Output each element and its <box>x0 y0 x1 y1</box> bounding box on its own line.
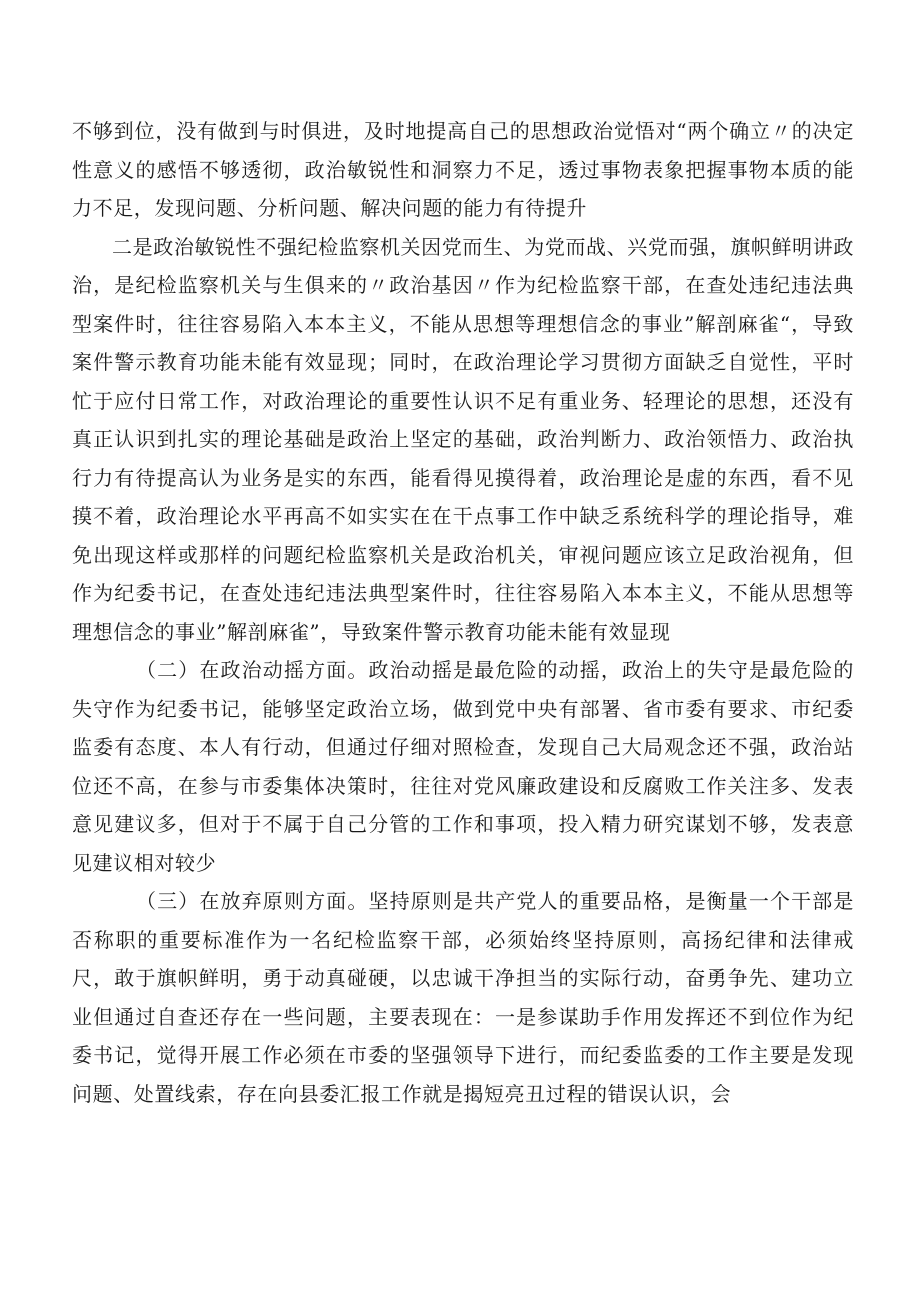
paragraph-political-wavering: （二）在政治动摇方面。政治动摇是最危险的动摇，政治上的失守是最危险的失守作为纪委书记，能够坚定政治立场，做到党中央有部署、省市委有要求、市纪委监委有态度、本人有行动，但通过仔细对照检查，发现自己大局观念还不强，政治站位还不高，在参与市委集体决策时，往往对党风廉政建设和反腐败工作关注多、发表意见建议多，但对于不属于自己分管的工作和事项，投入精力研究谋划不够，发表意见建议相对较少 <box>72 658 854 875</box>
paragraph-continuation: 不够到位，没有做到与时俱进，及时地提高自己的思想政治觉悟对“两个确立〃的决定性意义的感悟不够透彻，政治敏锐性和洞察力不足，透过事物表象把握事物本质的能力不足，发现问题、分析问题、解决问题的能力有待提升 <box>72 119 854 220</box>
paragraph-abandoning-principles: （三）在放弃原则方面。坚持原则是共产党人的重要品格，是衡量一个干部是否称职的重要标准作为一名纪检监察干部，必须始终坚持原则，高扬纪律和法律戒尺，敢于旗帜鲜明，勇于动真碰硬，以忠诚干净担当的实际行动，奋勇争先、建功立业但通过自查还存在一些问题，主要表现在：一是参谋助手作用发挥还不到位作为纪委书记，觉得开展工作必须在市委的坚强领导下进行，而纪委监委的工作主要是发现问题、处置线索，存在向县委汇报工作就是揭短亮丑过程的错误认识，会 <box>72 889 854 1106</box>
document-page <box>72 112 854 1113</box>
paragraph-political-sensitivity: 二是政治敏锐性不强纪检监察机关因党而生、为党而战、兴党而强，旗帜鲜明讲政治，是纪检监察机关与生俱来的〃政治基因〃作为纪检监察干部，在查处违纪违法典型案件时，往往容易陷入本本主义，不能从思想等理想信念的事业”解剖麻雀“，导致案件警示教育功能未能有效显现；同时，在政治理论学习贯彻方面缺乏自觉性，平时忙于应付日常工作，对政治理论的重要性认识不足有重业务、轻理论的思想，还没有真正认识到扎实的理论基础是政治上坚定的基础，政治判断力、政治领悟力、政治执行力有待提高认为业务是实的东西，能看得见摸得着，政治理论是虚的东西，看不见摸不着，政治理论水平再高不如实实在在干点事工作中缺乏系统科学的理论指导，难免出现这样或那样的问题纪检监察机关是政治机关，审视问题应该立足政治视角，但作为纪委书记，在查处违纪违法典型案件时，往往容易陷入本本主义，不能从思想等理想信念的事业”解剖麻雀”，导致案件警示教育功能未能有效显现 <box>72 234 854 644</box>
